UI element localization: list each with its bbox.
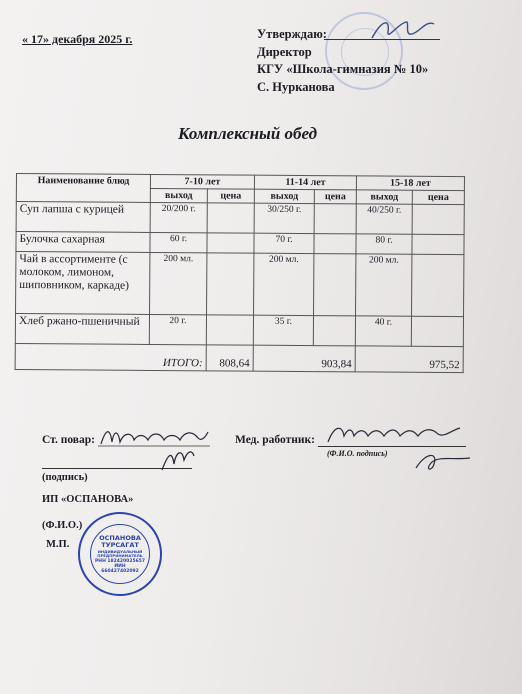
med-signature: [324, 420, 464, 446]
total-value: 903,84: [253, 345, 355, 372]
price-cell: [412, 254, 464, 316]
price-cell: [314, 254, 356, 316]
table-row: [15, 314, 463, 347]
yield-cell: 40/250 г.: [356, 204, 412, 234]
yield-cell: 70 г.: [254, 233, 314, 253]
seal-inner: ОСПАНОВА ТУРСАГАТ ИНДИВИДУАЛЬНЫЙ ПРЕДПРИНИМАТЕЛЬ РНН 182420025657 ИИН 660427402092: [90, 524, 150, 584]
yield-cell: 200 мл.: [150, 252, 207, 314]
menu-table: [15, 173, 465, 373]
price-cell: [207, 203, 254, 233]
price-cell: [412, 204, 464, 234]
organization-name: КГУ «Школа-гимназия № 10»: [257, 62, 429, 76]
yield-header: выход: [356, 190, 412, 204]
total-value: 808,64: [206, 345, 253, 371]
table-row: [16, 202, 464, 235]
cook-label: Ст. повар:: [42, 434, 95, 446]
mp-label: М.П.: [46, 539, 70, 550]
yield-cell: 60 г.: [150, 232, 207, 252]
total-label: ИТОГО:: [15, 343, 206, 370]
med-initials: [412, 448, 474, 476]
yield-cell: 20 г.: [149, 314, 206, 344]
price-header: цена: [314, 190, 356, 204]
price-cell: [206, 315, 253, 345]
yield-cell: 20/200 г.: [150, 202, 207, 232]
table-row: [16, 252, 464, 317]
director-signature: [368, 14, 438, 44]
total-value: 975,52: [355, 346, 463, 373]
yield-cell: 200 мл.: [254, 253, 314, 315]
price-cell: [412, 234, 464, 254]
company-seal: [78, 512, 162, 596]
document-title: Комплексный обед: [178, 124, 318, 143]
director-position: Директор: [257, 45, 312, 59]
yield-cell: 35 г.: [253, 315, 313, 345]
yield-cell: 200 мл.: [356, 254, 412, 316]
dish-column-header: Наименование блюд: [16, 174, 150, 203]
age-group-header: 11-14 лет: [254, 175, 356, 190]
ip-name: ИП «ОСПАНОВА»: [42, 494, 134, 505]
table-header-row: [16, 174, 464, 191]
cook-initials: [158, 444, 198, 474]
age-group-header: 7-10 лет: [150, 174, 254, 189]
price-header: цена: [412, 190, 464, 204]
dish-name: Суп лапша с курицей: [16, 202, 150, 233]
dish-name: Чай в ассортименте (с молоком, лимоном, шиповником, каркаде): [16, 252, 150, 315]
fio-caption: (Ф.И.О.): [42, 520, 83, 531]
yield-cell: 30/250 г.: [254, 203, 314, 233]
document-date: « 17» декабря 2025 г.: [22, 32, 133, 46]
age-group-header: 15-18 лет: [356, 176, 464, 191]
total-row: [15, 343, 463, 372]
yield-cell: 80 г.: [356, 234, 412, 254]
price-cell: [313, 316, 355, 346]
price-cell: [207, 253, 254, 315]
price-header: цена: [207, 189, 254, 203]
yield-header: выход: [150, 188, 207, 202]
med-caption: (Ф.И.О. подпись): [327, 449, 388, 458]
price-cell: [207, 233, 254, 253]
price-cell: [411, 316, 463, 346]
approve-label: Утверждаю:: [257, 27, 327, 41]
dish-name: Булочка сахарная: [16, 232, 150, 253]
director-name: С. Нурканова: [257, 80, 335, 94]
dish-name: Хлеб ржано-пшеничный: [15, 314, 149, 345]
med-label: Мед. работник:: [235, 434, 315, 446]
price-cell: [314, 204, 356, 234]
cook-signature-caption: (подпись): [42, 472, 88, 483]
yield-header: выход: [254, 189, 314, 203]
med-signature-line: [318, 446, 466, 447]
yield-cell: 40 г.: [355, 316, 411, 346]
price-cell: [314, 234, 356, 254]
